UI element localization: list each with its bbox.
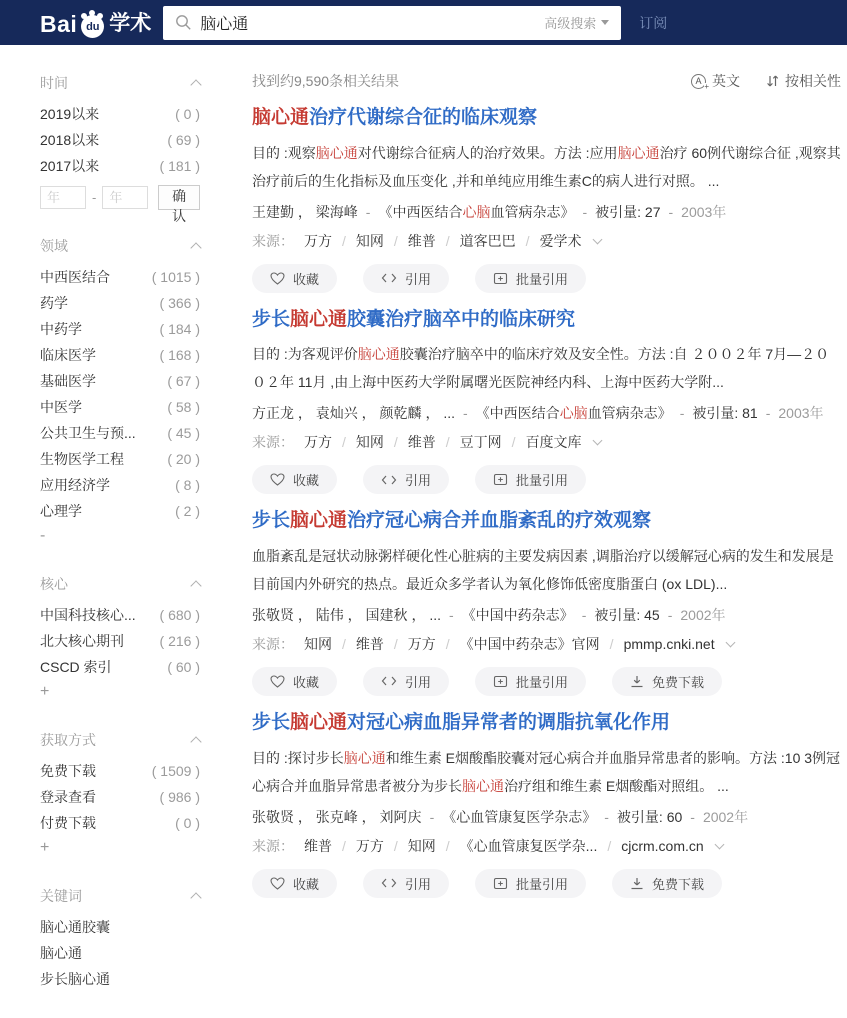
result-journal[interactable]: 《中西医结合心脑血管病杂志》 — [378, 203, 575, 220]
result-year: 2002年 — [702, 808, 749, 825]
result-title[interactable]: 步长脑心通治疗冠心病合并血脂紊乱的疗效观察 — [252, 510, 652, 532]
source-link[interactable]: 万方 / — [304, 231, 356, 251]
result-title[interactable]: 步长脑心通对冠心病血脂异常者的调脂抗氧化作用 — [252, 711, 671, 733]
heart-icon — [270, 272, 285, 285]
batch-icon — [493, 272, 508, 285]
result-authors[interactable]: 王建勤 ， 梁海峰 — [252, 203, 358, 220]
batch-cite-button[interactable]: 批量引用 — [475, 264, 586, 293]
favorite-button[interactable]: 收藏 — [252, 869, 337, 898]
collapse-link[interactable]: - — [40, 527, 46, 544]
citation-count[interactable]: 被引量: 27 — [595, 203, 661, 220]
source-link[interactable]: cjcrm.com.cn — [621, 837, 704, 854]
filter-item[interactable]: 2019以来 ( 0 ) — [40, 106, 200, 122]
source-link[interactable]: 百度文库 — [525, 434, 582, 451]
heart-icon — [270, 675, 285, 688]
chevron-up-icon — [190, 736, 201, 747]
result-year: 2003年 — [778, 405, 824, 422]
section-header-time[interactable]: 时间 — [40, 73, 200, 93]
source-label: 来源： — [252, 635, 294, 652]
source-link[interactable]: 维普 / — [408, 231, 460, 251]
filter-section-field — [40, 236, 200, 548]
batch-icon — [493, 877, 508, 890]
result-journal[interactable]: 《心血管康复医学杂志》 — [442, 808, 597, 825]
filter-sidebar — [0, 45, 252, 1018]
year-range-row — [40, 185, 200, 224]
code-icon — [381, 675, 397, 687]
cite-button[interactable]: 引用 — [363, 667, 449, 696]
filter-item[interactable]: 脑心通 — [40, 945, 82, 961]
result-actions — [252, 869, 841, 898]
source-label: 来源： — [252, 837, 294, 854]
download-icon — [630, 877, 644, 890]
filter-item[interactable]: 步长脑心通 — [40, 971, 110, 987]
result-abstract: 目的 :观察脑心通对代谢综合征病人的治疗效果。方法 :应用脑心通治疗 60例代谢综合征 ,观察其治疗前后的生化指标及血压变化 ,并和单纯应用维生素C的病人进行对照。 ... — [252, 144, 841, 189]
sort-icon — [766, 74, 779, 88]
code-icon — [381, 272, 397, 284]
expand-link[interactable]: + — [40, 839, 50, 856]
filter-item[interactable]: 应用经济学 ( 8 ) — [40, 477, 200, 493]
result-actions — [252, 667, 841, 696]
filter-item[interactable]: 临床医学 ( 168 ) — [40, 347, 200, 363]
code-icon — [381, 474, 397, 486]
batch-icon — [493, 675, 508, 688]
citation-count[interactable]: 被引量: 45 — [594, 606, 660, 623]
filter-item[interactable]: 生物医学工程 ( 20 ) — [40, 451, 200, 467]
result-authors[interactable]: 方正龙 ， 袁灿兴 ， 颜乾麟 ， ... — [252, 405, 456, 422]
filter-item[interactable]: 免费下载 ( 1509 ) — [40, 763, 200, 779]
chevron-up-icon — [190, 892, 201, 903]
source-link[interactable]: 维普 / — [304, 836, 356, 856]
chevron-down-icon[interactable] — [592, 234, 602, 244]
chevron-down-icon[interactable] — [592, 436, 602, 446]
logo-text-bai: Bai — [40, 11, 78, 37]
filter-item[interactable]: CSCD 索引 ( 60 ) — [40, 659, 200, 675]
filter-item[interactable]: 中国科技核心... ( 680 ) — [40, 607, 200, 623]
batch-icon — [493, 473, 508, 486]
download-icon — [630, 675, 644, 688]
favorite-button[interactable]: 收藏 — [252, 465, 337, 494]
filter-item[interactable]: 2017以来 ( 181 ) — [40, 158, 200, 174]
section-header-keywords[interactable]: 关键词 — [40, 886, 200, 906]
chevron-down-icon[interactable] — [725, 637, 735, 647]
year-to-input[interactable] — [102, 186, 148, 209]
source-link[interactable]: 《心血管康复医学杂... / — [460, 836, 622, 856]
sort-by-relevance[interactable]: 按相关性 — [766, 71, 841, 91]
filter-item[interactable]: 2018以来 ( 69 ) — [40, 132, 200, 148]
chevron-down-icon — [601, 20, 609, 25]
batch-cite-button[interactable]: 批量引用 — [475, 465, 586, 494]
free-download-button[interactable]: 免费下载 — [612, 869, 722, 898]
result-actions — [252, 465, 841, 494]
search-result — [252, 508, 841, 696]
result-year: 2003年 — [681, 203, 727, 220]
source-link[interactable]: 知网 / — [408, 836, 460, 856]
result-abstract: 血脂紊乱是冠状动脉粥样硬化性心脏病的主要发病因素 ,调脂治疗以缓解冠心病的发生和发展是目前国内外研究的热点。最近众多学者认为氧化修饰低密度脂蛋白 (ox LDL)... — [252, 547, 834, 592]
filter-section-core — [40, 574, 200, 704]
filter-item[interactable]: 北大核心期刊 ( 216 ) — [40, 633, 200, 649]
search-result — [252, 307, 841, 495]
search-bar — [163, 6, 621, 40]
filter-item[interactable]: 中药学 ( 184 ) — [40, 321, 200, 337]
heart-icon — [270, 473, 285, 486]
result-journal[interactable]: 《中西医结合心脑血管病杂志》 — [475, 405, 672, 422]
filter-section-keywords — [40, 886, 200, 992]
paw-icon — [80, 12, 106, 38]
filter-item[interactable]: 基础医学 ( 67 ) — [40, 373, 200, 389]
source-link[interactable]: 知网 / — [356, 432, 408, 452]
result-title[interactable]: 步长脑心通胶囊治疗脑卒中的临床研究 — [252, 308, 576, 330]
result-journal[interactable]: 《中国中药杂志》 — [461, 606, 574, 623]
results-area — [252, 45, 847, 1018]
result-sources — [252, 634, 841, 654]
source-link[interactable]: pmmp.cnki.net — [623, 635, 715, 652]
source-label: 来源： — [252, 232, 294, 249]
chevron-up-icon — [190, 242, 201, 253]
filter-section-time — [40, 73, 200, 224]
baidu-scholar-logo[interactable] — [40, 7, 151, 38]
filter-item[interactable]: 中医学 ( 58 ) — [40, 399, 200, 415]
result-meta — [252, 807, 841, 827]
result-abstract: 目的 :探讨步长脑心通和维生素 E烟酸酯胶囊对冠心病合并血脂异常患者的影响。方法 :10 3例冠心病合并血脂异常患者被分为步长脑心通治疗组和维生素 E烟酸酯对照组。 ... — [252, 749, 841, 794]
search-input[interactable] — [200, 14, 544, 32]
cite-button[interactable]: 引用 — [363, 465, 449, 494]
favorite-button[interactable]: 收藏 — [252, 264, 337, 293]
translate-icon: A + — [691, 74, 706, 89]
filter-item[interactable]: 登录查看 ( 986 ) — [40, 789, 200, 805]
chevron-up-icon — [190, 580, 201, 591]
chevron-up-icon — [190, 79, 201, 90]
source-link[interactable]: 爱学术 — [539, 232, 582, 249]
header — [0, 0, 847, 45]
free-download-button[interactable]: 免费下载 — [612, 667, 722, 696]
search-result — [252, 105, 841, 293]
source-link[interactable]: 道客巴巴 / — [460, 231, 540, 251]
chevron-down-icon[interactable] — [714, 839, 724, 849]
result-meta — [252, 403, 841, 423]
source-link[interactable]: 豆丁网 / — [460, 432, 526, 452]
expand-link[interactable]: + — [40, 683, 50, 700]
result-title[interactable]: 脑心通治疗代谢综合征的临床观察 — [252, 107, 538, 128]
year-separator: - — [92, 190, 97, 205]
search-result — [252, 710, 841, 898]
year-from-input[interactable] — [40, 186, 86, 209]
result-sources — [252, 836, 841, 856]
result-sources — [252, 432, 841, 452]
source-link[interactable]: 知网 / — [356, 231, 408, 251]
logo-text-scholar: 学术 — [109, 12, 152, 35]
section-header-core[interactable]: 核心 — [40, 574, 200, 594]
result-meta — [252, 605, 841, 625]
batch-cite-button[interactable]: 批量引用 — [475, 869, 586, 898]
result-authors[interactable]: 张敬贤 ， 陆伟 ， 国建秋 ， ... — [252, 606, 442, 623]
filter-item[interactable]: 公共卫生与预... ( 45 ) — [40, 425, 200, 441]
filter-item[interactable]: 脑心通胶囊 — [40, 919, 110, 935]
citation-count[interactable]: 被引量: 81 — [692, 405, 758, 422]
filter-section-access — [40, 730, 200, 860]
source-link[interactable]: 维普 / — [408, 432, 460, 452]
advanced-search-link[interactable]: 高级搜索 — [544, 13, 609, 32]
citation-count[interactable]: 被引量: 60 — [616, 808, 683, 825]
code-icon — [381, 877, 397, 889]
filter-item[interactable]: 心理学 ( 2 ) — [40, 503, 200, 519]
section-header-field[interactable]: 领域 — [40, 236, 200, 256]
cite-button[interactable]: 引用 — [363, 264, 449, 293]
logo-text-du: du — [81, 15, 104, 38]
result-actions — [252, 264, 841, 293]
cite-button[interactable]: 引用 — [363, 869, 449, 898]
result-year: 2002年 — [680, 606, 726, 623]
source-link[interactable]: 知网 / — [304, 634, 356, 654]
source-label: 来源： — [252, 434, 294, 451]
result-meta — [252, 202, 841, 222]
filter-item[interactable]: 中西医结合 ( 1015 ) — [40, 269, 200, 285]
english-toggle[interactable]: A + 英文 — [691, 71, 740, 91]
filter-item[interactable]: 付费下载 ( 0 ) — [40, 815, 200, 831]
result-sources — [252, 231, 841, 251]
section-header-access[interactable]: 获取方式 — [40, 730, 200, 750]
heart-icon — [270, 877, 285, 890]
source-link[interactable]: 万方 / — [304, 432, 356, 452]
result-abstract: 目的 :为客观评价脑心通胶囊治疗脑卒中的临床疗效及安全性。方法 :自 ２００２年 7月—２００２年 11月 ,由上海中医药大学附属曙光医院神经内科、上海中医药大学附... — [252, 346, 830, 391]
results-toolbar — [252, 71, 841, 91]
search-icon — [175, 14, 192, 31]
source-link[interactable]: 万方 / — [356, 836, 408, 856]
filter-item[interactable]: 药学 ( 366 ) — [40, 295, 200, 311]
favorite-button[interactable]: 收藏 — [252, 667, 337, 696]
subscribe-link[interactable]: 订阅 — [639, 14, 668, 31]
source-link[interactable]: 维普 / — [356, 634, 408, 654]
result-count: 找到约9,590条相关结果 — [252, 73, 400, 89]
source-link[interactable]: 《中国中药杂志》官网 / — [460, 634, 624, 654]
source-link[interactable]: 万方 / — [408, 634, 460, 654]
result-authors[interactable]: 张敬贤 ， 张克峰 ， 刘阿庆 — [252, 808, 422, 825]
batch-cite-button[interactable]: 批量引用 — [475, 667, 586, 696]
confirm-button[interactable]: 确认 — [158, 185, 200, 210]
